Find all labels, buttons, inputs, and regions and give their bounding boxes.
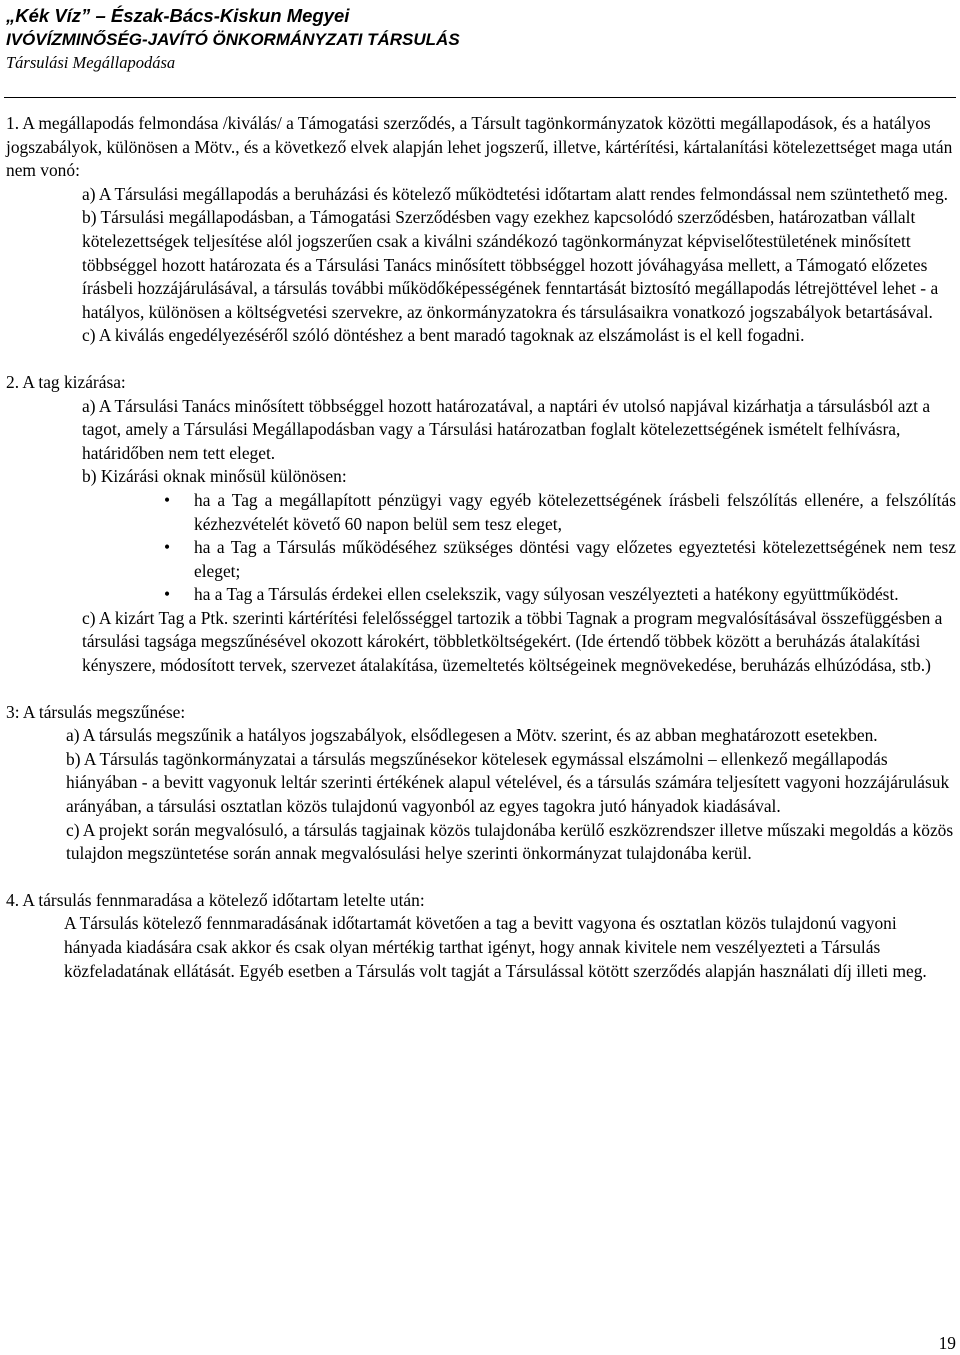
page-number: 19 bbox=[938, 1333, 956, 1353]
section-3-item-c: c) A projekt során megvalósuló, a társulás tagjainak közös tulajdonába kerülő eszközrendszer illetve műszaki megoldás a közös tulajdon megszüntetése során annak megvalósulási helye szerinti önkormányzat tulajdonába kerül. bbox=[66, 819, 954, 864]
section-1-item-a: a) A Társulási megállapodás a beruházási és kötelező működtetési időtartam alatt rendes felmondással nem szüntethető meg. bbox=[82, 183, 949, 204]
spacer bbox=[6, 348, 956, 371]
section-2-item-b-title: b) Kizárási oknak minősül különösen: bbox=[82, 466, 347, 487]
list-item bbox=[164, 583, 956, 607]
document-body bbox=[6, 112, 956, 983]
list-item-text: ha a Tag a Társulás érdekei ellen cselekszik, vagy súlyosan veszélyezteti a hatékony együttműködést. bbox=[194, 584, 899, 605]
section-2-item-c: c) A kizárt Tag a Ptk. szerinti kártérítési felelősséggel tartozik a többi Tagnak a program megvalósításával összefüggésben a társulási tagsága megszűnésével okozott károkért, többletköltségekért. (Ide értendő többek között a beruházás átalakítási kényszere, módosított tervek, szervezet átalakítása, üzemeltetés költségeinek megnövekedése, beruházás elhúzódása, stb.) bbox=[82, 607, 943, 676]
section-3-item-a: a) A társulás megszűnik a hatályos jogszabályok, elsődlegesen a Mötv. szerint, és az abban meghatározott esetekben. bbox=[66, 725, 878, 746]
spacer bbox=[6, 678, 956, 701]
bullet-icon: • bbox=[164, 584, 171, 605]
list-item bbox=[164, 489, 956, 536]
section-1-item-c: c) A kiválás engedélyezéséről szóló döntéshez a bent maradó tagoknak az elszámolást is el kell fogadni. bbox=[82, 325, 805, 346]
section-2-item-a: a) A Társulási Tanács minősített többséggel hozott határozatával, a naptári év utolsó napjával kizárhatja a társulásból azt a tagot, amely a Társulási Megállapodásban vagy a Társulási határozatban foglalt kötelezettségének ismételt felhívásra, határidőben nem tett eleget. bbox=[82, 395, 931, 463]
section-3-item-b: b) A Társulás tagönkormányzatai a társulás megszűnésekor kötelesek egymással elszámolni – ellenkező megállapodás hiányában - a bevitt vagyonuk leltár szerinti értékének alapul vételével, és a társulás számára teljesített vagyoni hozzájárulásuk arányában, a társulási osztatlan közös tulajdonú vagyonból az egyes tagokra jutó hányadok kiadásával. bbox=[66, 748, 950, 817]
section-2-bullet-list bbox=[6, 489, 956, 607]
list-item bbox=[164, 536, 956, 583]
section-4-title: 4. A társulás fennmaradása a kötelező időtartam letelte után: bbox=[6, 889, 425, 910]
list-item-text: ha a Tag a Társulás működéséhez szükséges döntési vagy előzetes egyeztetési kötelezettségének nem tesz eleget; bbox=[194, 537, 956, 581]
header-divider bbox=[4, 97, 956, 98]
section-3-title: 3: A társulás megszűnése: bbox=[6, 701, 186, 722]
header-association-type: IVÓVÍZMINŐSÉG-JAVÍTÓ ÖNKORMÁNYZATI TÁRSULÁS bbox=[6, 30, 460, 49]
bullet-icon: • bbox=[164, 489, 171, 510]
header-document-title: Társulási Megállapodása bbox=[6, 53, 176, 72]
bullet-icon: • bbox=[164, 537, 171, 558]
section-1-item-b: b) Társulási megállapodásban, a Támogatási Szerződésben vagy ezekhez kapcsolódó szerződésben, határozatban vállalt kötelezettségek teljesítése alól jogszerűen csak a kiválni szándékozó tagönkormányzat képviselőtestületének minősített többséggel hozott határozata és a Társulási Tanács minősített többséggel hozott jóváhagyása mellett, a Támogató előzetes írásbeli hozzájárulásával, a társulás további működőképességének fenntartását biztosító megállapodás létrejöttével lehet - a hatályos, különösen a költségvetési szervekre, az önkormányzatokra és társulásaikra vonatkozó jogszabályok betartásával. bbox=[82, 207, 939, 322]
section-4-text: A Társulás kötelező fennmaradásának időtartamát követően a tag a bevitt vagyona és osztatlan közös tulajdonú vagyoni hányada kiadására csak akkor és csak olyan mértékig tarthat igényt, hogy annak kivitele nem veszélyezteti a Társulás közfeladatának ellátását. Egyéb esetben a Társulás volt tagját a Társulással kötött szerződés alapján használati díj illeti meg. bbox=[64, 913, 927, 981]
spacer bbox=[6, 866, 956, 889]
list-item-text: ha a Tag a megállapított pénzügyi vagy egyéb kötelezettségének írásbeli felszólítás ellenére, a felszólítás kézhezvételét követő 60 napon belül sem tesz eleget, bbox=[194, 489, 956, 534]
section-2-title: 2. A tag kizárása: bbox=[6, 371, 126, 392]
header-association-name: „Kék Víz” – Észak-Bács-Kiskun Megyei bbox=[6, 5, 350, 26]
document-header bbox=[6, 4, 956, 74]
section-1-intro: 1. A megállapodás felmondása /kiválás/ a Támogatási szerződés, a Társult tagönkormányzatok közötti megállapodások, és a hatályos jogszabályok, különösen a Mötv., és a következő elvek alapján lehet jogszerű, illetve, kártérítési, kártalanítási kötelezettséget maga után nem vonó: bbox=[6, 113, 953, 181]
